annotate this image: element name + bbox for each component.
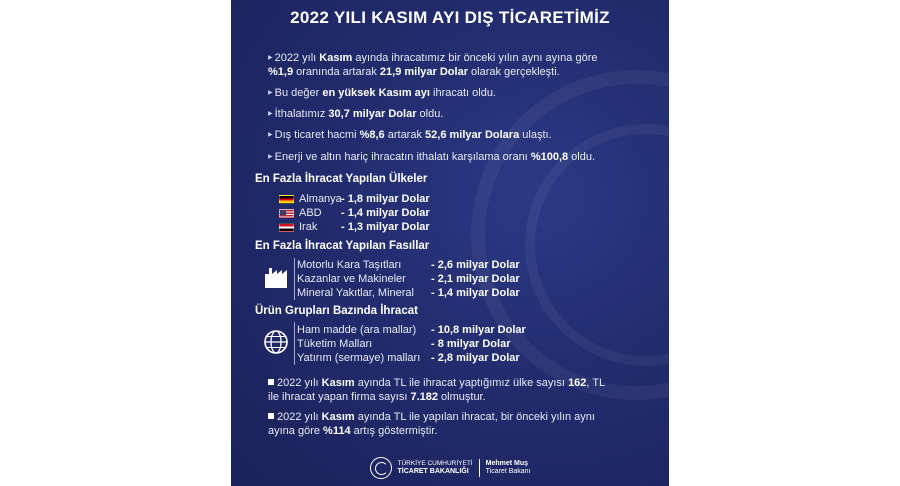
divider-line: [294, 258, 295, 300]
triangle-bullet-icon: ▶: [268, 111, 273, 117]
triangle-bullet-icon: ▶: [268, 55, 273, 61]
ministry-name: TÜRKİYE CUMHURİYETİ TİCARET BAKANLIĞI: [397, 460, 473, 475]
divider-line: [294, 322, 295, 365]
square-bullet-icon: [268, 413, 274, 419]
square-bullet-icon: [268, 379, 274, 385]
minister-signature: Mehmet Muş Ticaret Bakanı: [485, 460, 531, 475]
product-groups-heading: Ürün Grupları Bazında İhracat: [255, 305, 418, 317]
triangle-bullet-icon: ▶: [268, 132, 273, 138]
chapters-heading: En Fazla İhracat Yapılan Fasıllar: [255, 240, 430, 252]
factory-icon: [263, 264, 289, 290]
footer: [231, 454, 669, 482]
bullet-record-month: ▶ Bu değer en yüksek Kasım ayı ihracatı oldu.: [268, 87, 496, 99]
iraq-flag-icon: [279, 223, 294, 232]
bullet-coverage-ratio: ▶ Enerji ve altın hariç ihracatın ithalatı karşılama oranı %100,8 oldu.: [268, 151, 596, 163]
usa-flag-icon: [279, 209, 294, 218]
bullet-imports: ▶ İthalatımız 30,7 milyar Dolar oldu.: [268, 108, 444, 120]
bullet-trade-volume: ▶ Dış ticaret hacmi %8,6 artarak 52,6 milyar Dolara ulaştı.: [268, 129, 552, 141]
bullet-export-growth: ▶ 2022 yılı Kasım ayında ihracatımız bir önceki yılın aynı ayına göre %1,9 oranında artarak 21,9 milyar Dolar olarak gerçekleşti.: [268, 52, 598, 78]
note-tl-export-count: 2022 yılı Kasım ayında TL ile ihracat yaptığımız ülke sayısı 162, TL ile ihracat yapan firma sayısı 7.182 olmuştur.: [268, 377, 605, 403]
globe-icon: [263, 329, 289, 355]
ministry-logo-icon: [370, 457, 392, 479]
infographic-poster: 2022 YILI KASIM AYI DIŞ TİCARETİMİZ ▶ 2022 yılı Kasım ayında ihracatımız bir önceki yılın aynı ayına göre %1,9 oranında artarak 21,9 milyar Dolar olarak gerçekleşti. ▶ Bu değer en yüksek Kasım ayı ihracatı oldu. ▶ İthalatımız 30,7 milyar Dolar oldu. ▶ Dış ticaret hacmi %8,6 artarak 52,6 milyar Dolara ulaştı. ▶ Enerji ve altın hariç ihracatın ithalatı karşılama oranı %100,8 oldu. En Fazla İhracat Yapılan Ülkeler Almanya - 1,8 milyar Dolar ABD - 1,4 milyar Dolar Irak - 1,3 milyar Dolar En Fazla İhracat Yapılan Fasıllar Motorlu Kara Taşıtları - 2,6 milyar Dolar Kazanlar ve Makineler - 2,1 milyar Dolar Mineral Yakıtlar, Mineral - 1,4 milyar Dolar Ürün Grupları Bazında İhracat Ham madde (ara mallar) - 10,8 milyar Dolar Tüketim Malları - 8 milyar Dolar Yatırım (sermaye) malları - 2,8 milyar Dolar 2022 yılı Kasım ayında TL ile ihracat yaptığımız ülke sayısı 162, TL ile ihracat yapan firma sayısı 7.182 olmuştur. 2022 yılı Kasım ayında TL ile yapılan ihracat, bir önceki yılın aynı ayına göre %114 artış göstermiştir. TÜRKİYE CUMHURİYETİ TİCARET BAKANLIĞI Mehmet Muş Ticaret Bakanı: [231, 0, 669, 486]
country-row: Irak - 1,3 milyar Dolar: [279, 220, 430, 234]
country-row: Almanya - 1,8 milyar Dolar: [279, 192, 430, 206]
triangle-bullet-icon: ▶: [268, 90, 273, 96]
country-row: ABD - 1,4 milyar Dolar: [279, 206, 430, 220]
triangle-bullet-icon: ▶: [268, 154, 273, 160]
page-title: 2022 YILI KASIM AYI DIŞ TİCARETİMİZ: [290, 8, 610, 27]
countries-heading: En Fazla İhracat Yapılan Ülkeler: [255, 173, 428, 185]
germany-flag-icon: [279, 195, 294, 204]
footer-divider: [479, 459, 480, 477]
note-tl-export-growth: 2022 yılı Kasım ayında TL ile yapılan ihracat, bir önceki yılın aynı ayına göre %114 artış göstermiştir.: [268, 411, 595, 437]
